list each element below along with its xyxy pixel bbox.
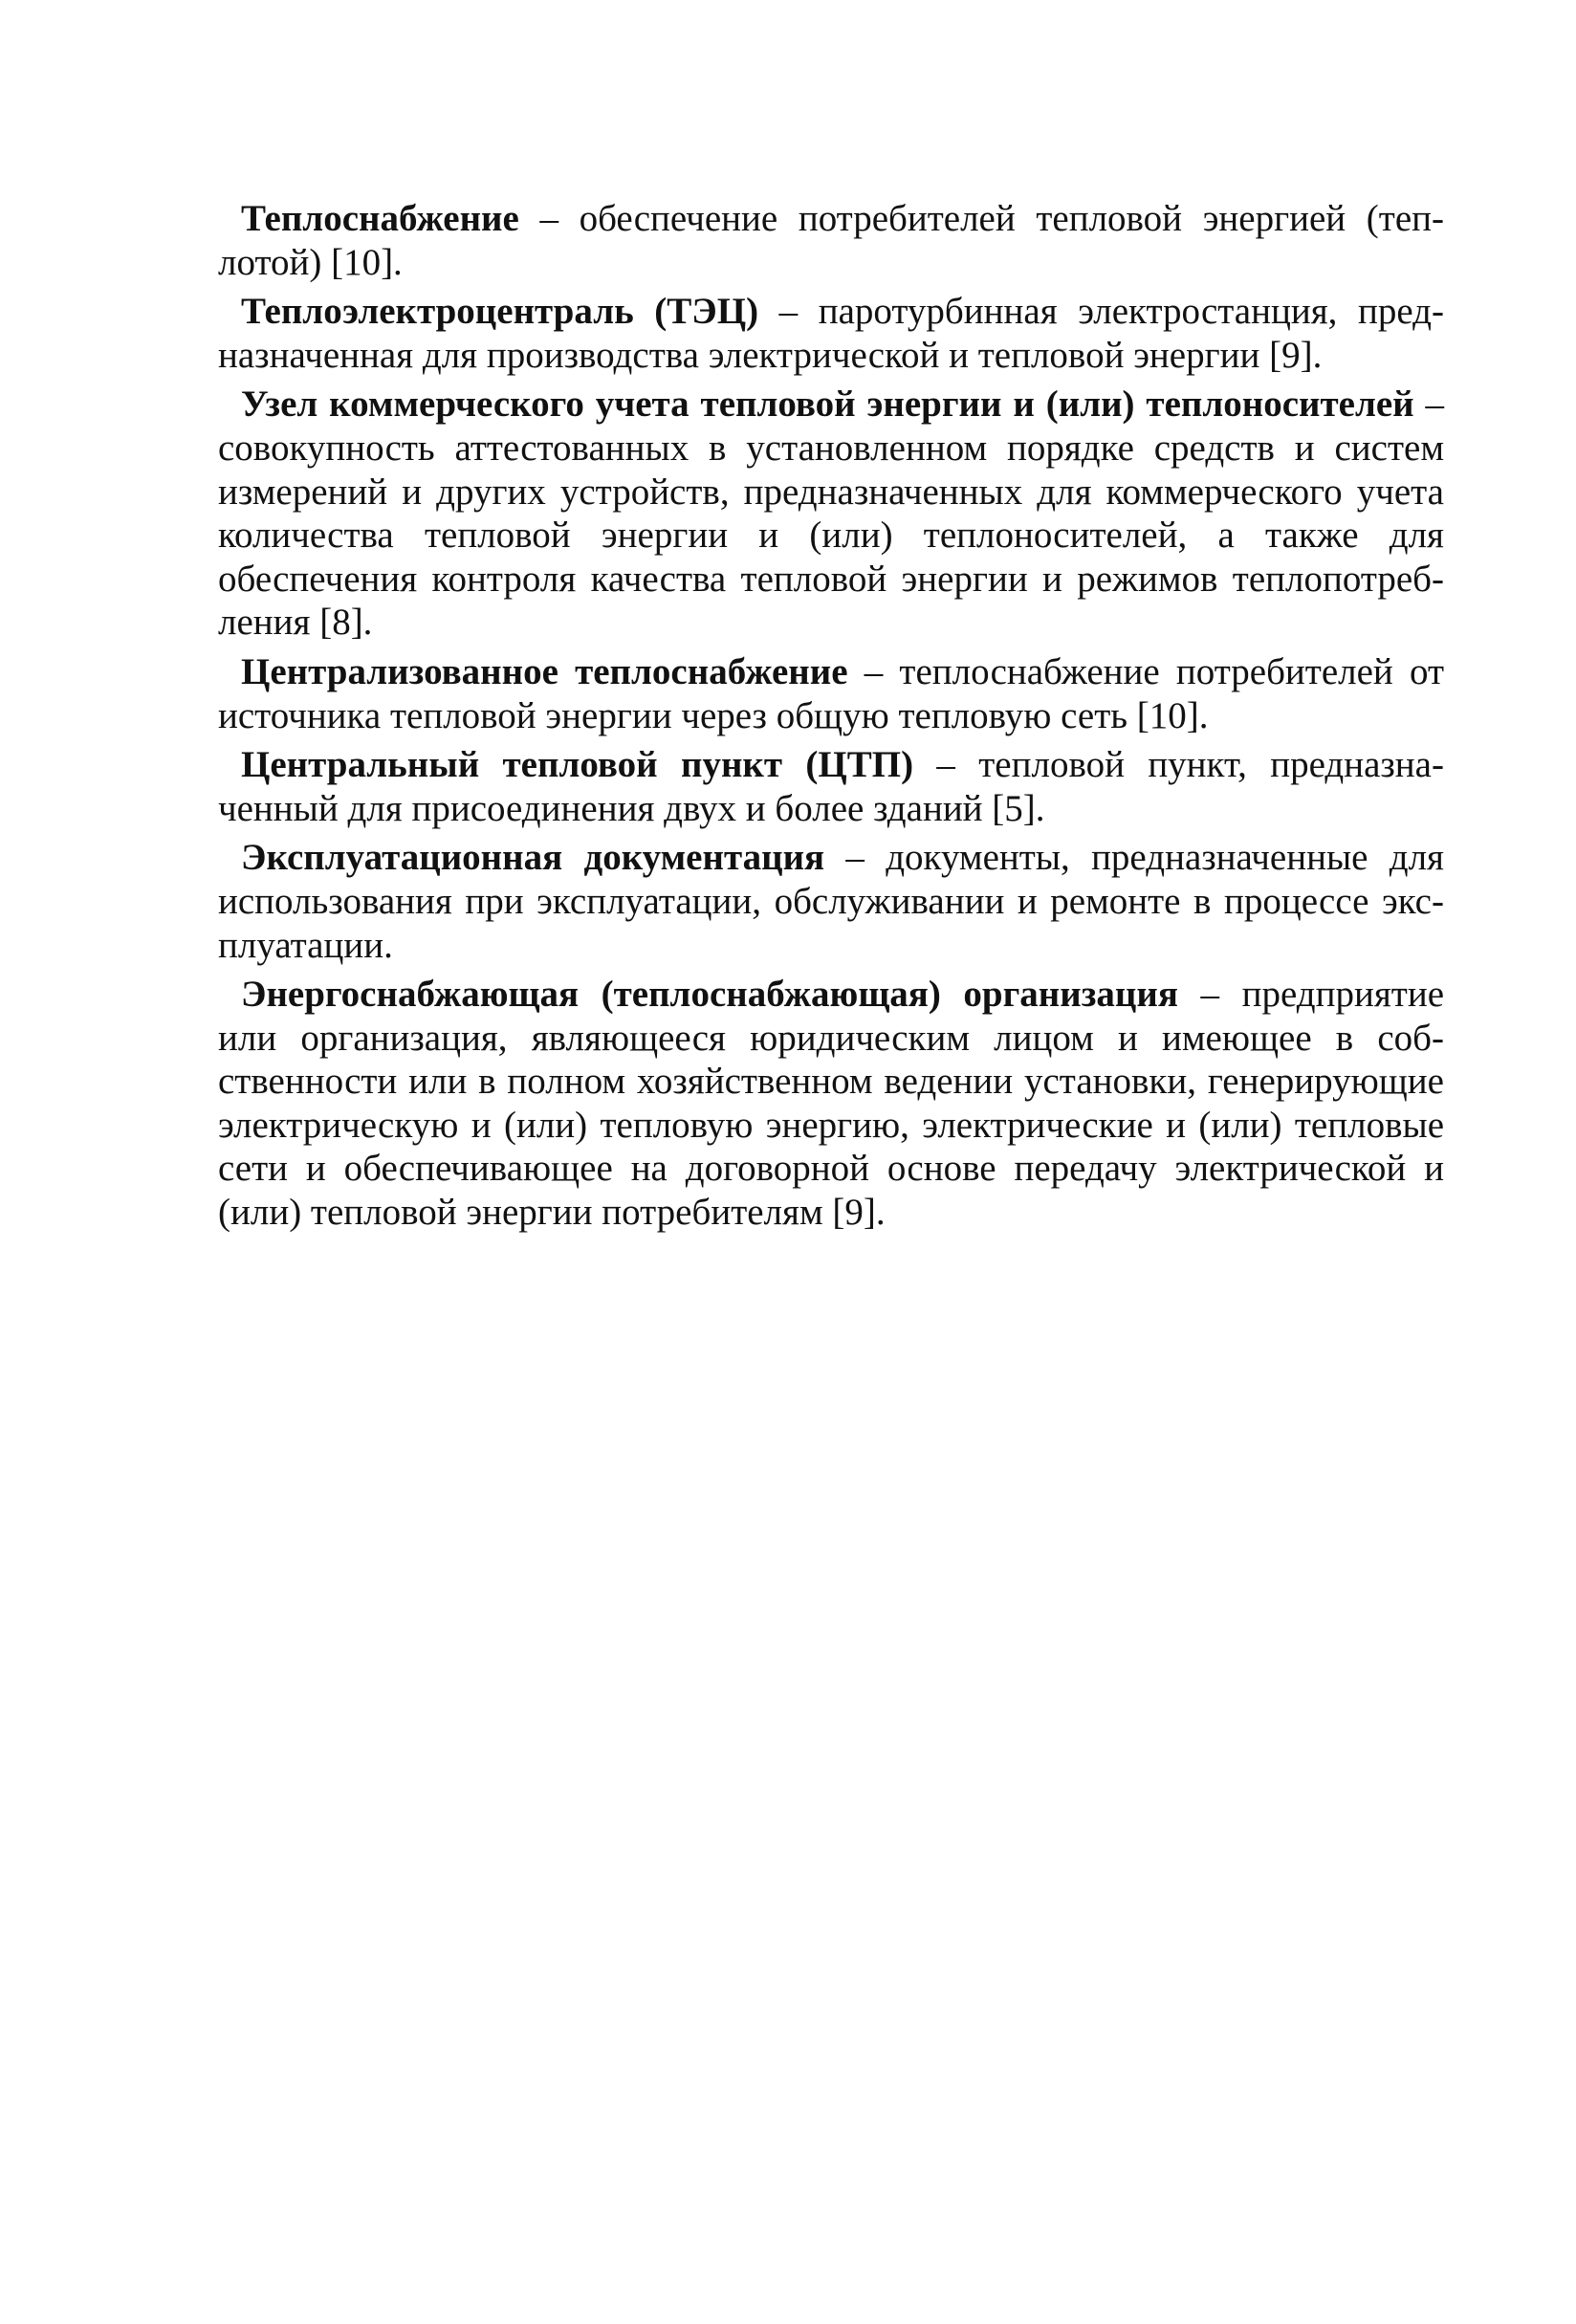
definition: – теплоснабжение потребителей от источника тепловой энергии через общую тепловую сеть [10].	[218, 650, 1445, 736]
definition: – паротурбинная электростанция, предназначенная для производства электрической и тепловой энергии [9].	[218, 291, 1444, 376]
glossary-entry-energy-supplier	[218, 973, 1444, 1235]
term: Энергоснабжающая (теплоснабжающая) организация	[241, 974, 1178, 1016]
glossary-entry-district-heating	[218, 650, 1444, 737]
definition: – предприятие или организация, являющееся юридическим лицом и имеющее в собственности или в полном хозяйственном ведении установки, генерирующие электрическую и (или) тепловую энергию, электрические и (или) тепловые сети и обеспечивающее на договорной основе передачу электрической и (или) тепловой энергии потребителям [9].	[218, 974, 1445, 1234]
definition: – совокупность аттестованных в установленном порядке средств и систем измерений и других устройств, предназначенных для коммерческого учета количества тепловой энергии и (или) теплоносителей, а также для обеспечения контроля качества тепловой энергии и режимов теплопотребления [8].	[218, 384, 1445, 644]
term: Центральный тепловой пункт (ЦТП)	[241, 744, 914, 786]
definition: – обеспечение потребителей тепловой энергией (теплотой) [10].	[218, 198, 1444, 283]
glossary-entry-metering-unit	[218, 383, 1444, 645]
term: Эксплуатационная документация	[241, 837, 825, 879]
definition: – тепловой пункт, предназначенный для присоединения двух и более зданий [5].	[218, 744, 1444, 829]
glossary-entry-heat-supply	[218, 197, 1444, 284]
definition: – документы, предназначенные для использования при эксплуатации, обслуживании и ремонте в процессе эксплуатации.	[218, 837, 1444, 966]
glossary-text	[218, 197, 1444, 1240]
term: Централизованное теплоснабжение	[241, 650, 848, 692]
glossary-entry-operational-docs	[218, 836, 1444, 967]
term: Узел коммерческого учета тепловой энергии и (или) теплоносителей	[241, 384, 1414, 426]
glossary-entry-chp-plant	[218, 290, 1444, 377]
term: Теплоэлектроцентраль (ТЭЦ)	[241, 291, 759, 333]
glossary-entry-central-heat-point	[218, 743, 1444, 830]
term: Теплоснабжение	[241, 198, 519, 239]
